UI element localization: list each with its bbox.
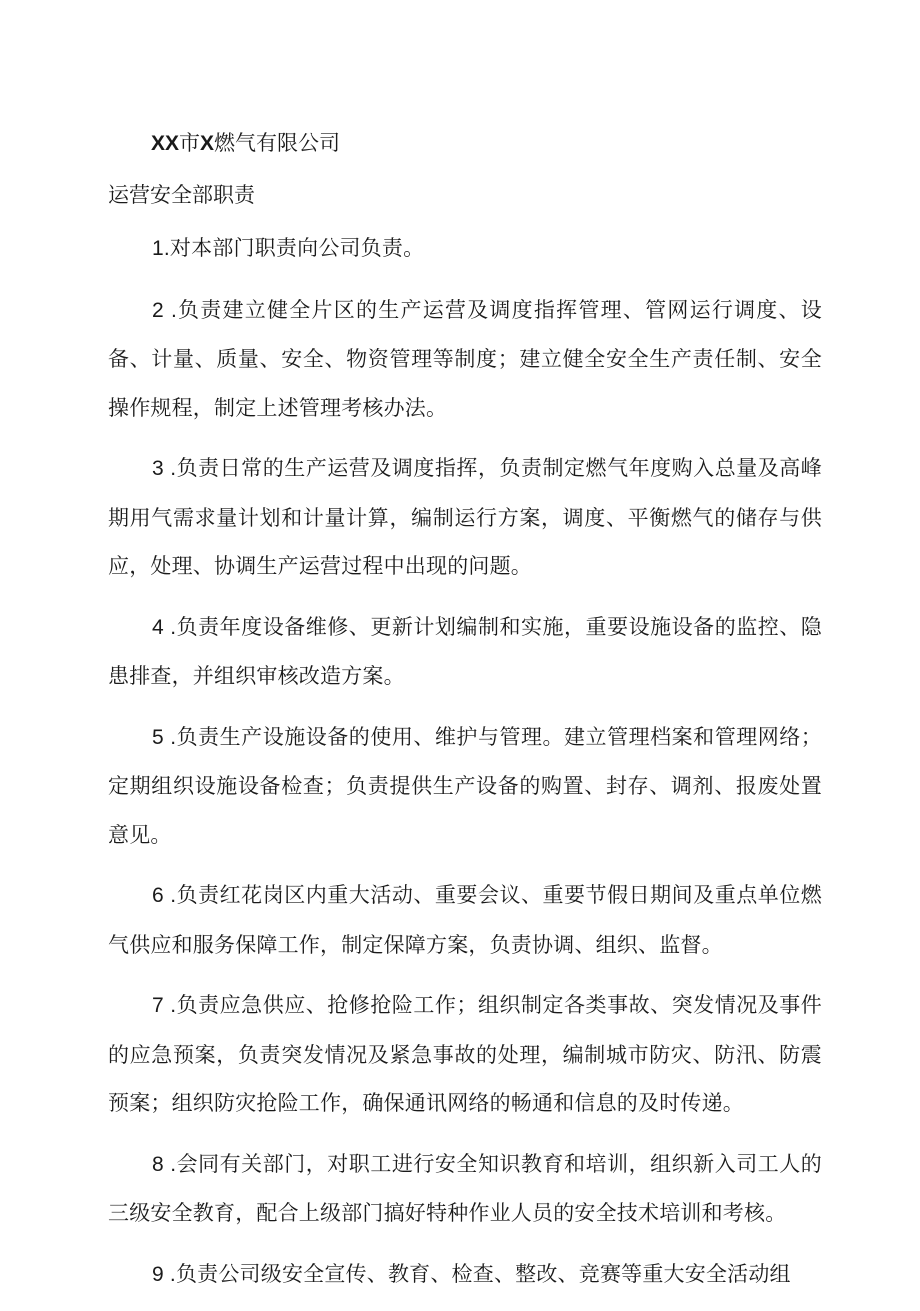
duties-list: [108, 224, 822, 1311]
duty-number: 3 .: [152, 457, 177, 480]
company-city: 市: [179, 131, 201, 155]
duty-number: 5 .: [152, 725, 177, 749]
company-prefix: XX: [151, 132, 180, 155]
duty-number: 7 .: [152, 994, 177, 1017]
duty-text: 对本部门职责向公司负责。: [169, 236, 425, 260]
duty-item-1: [108, 224, 822, 274]
duty-text: 负责日常的生产运营及调度指挥，负责制定燃气年度购入总量及高峰期用气需求量计划和计量计算，编制运行方案，调度、平衡燃气的储存与供应，处理、协调生产运营过程中出现的问题。: [108, 456, 823, 578]
duty-text: 负责建立健全片区的生产运营及调度指挥管理、管网运行调度、设备、计量、质量、安全、物资管理等制度；建立健全安全生产责任制、安全操作规程，制定上述管理考核办法。: [108, 297, 822, 420]
duty-number: 4 .: [152, 615, 177, 639]
duty-item-2: [108, 286, 822, 433]
company-x: X: [200, 132, 215, 155]
duty-item-8: [108, 1140, 822, 1238]
duty-item-4: [108, 603, 822, 701]
duty-item-6: [108, 871, 822, 969]
duty-text: 负责应急供应、抢修抢险工作；组织制定各类事故、突发情况及事件的应急预案，负责突发情况及紧急事故的处理，编制城市防灾、防汛、防震预案；组织防灾抢险工作，确保通讯网络的畅通和信息的及时传递。: [108, 993, 823, 1115]
duty-text: 会同有关部门，对职工进行安全知识教育和培训，组织新入司工人的三级安全教育，配合上级部门搞好特种作业人员的安全技术培训和考核。: [108, 1151, 823, 1225]
duty-item-5: [108, 713, 822, 860]
duty-number: 1.: [152, 237, 170, 260]
duty-number: 8 .: [152, 1152, 177, 1176]
duty-item-7: [108, 981, 822, 1128]
duty-text: 负责公司级安全宣传、教育、检查、整改、竞赛等重大安全活动组: [175, 1261, 791, 1286]
duty-text: 负责年度设备维修、更新计划编制和实施，重要设施设备的监控、隐患排查，并组织审核改造方案。: [108, 614, 823, 688]
duty-item-9: [108, 1250, 822, 1300]
duty-text: 负责生产设施设备的使用、维护与管理。建立管理档案和管理网络；定期组织设施设备检查；负责提供生产设备的购置、封存、调剂、报废处置意见。: [108, 724, 823, 847]
duty-number: 6 .: [152, 884, 177, 907]
company-suffix: 燃气有限公司: [214, 131, 341, 155]
duty-text: 负责红花岗区内重大活动、重要会议、重要节假日期间及重点单位燃气供应和服务保障工作，制定保障方案，负责协调、组织、监督。: [108, 883, 823, 957]
company-title: [151, 126, 340, 161]
duty-number: 9 .: [152, 1262, 176, 1286]
department-title: 运营安全部职责: [108, 183, 255, 207]
duty-item-3: [108, 444, 822, 591]
duty-number: 2 .: [152, 298, 177, 322]
